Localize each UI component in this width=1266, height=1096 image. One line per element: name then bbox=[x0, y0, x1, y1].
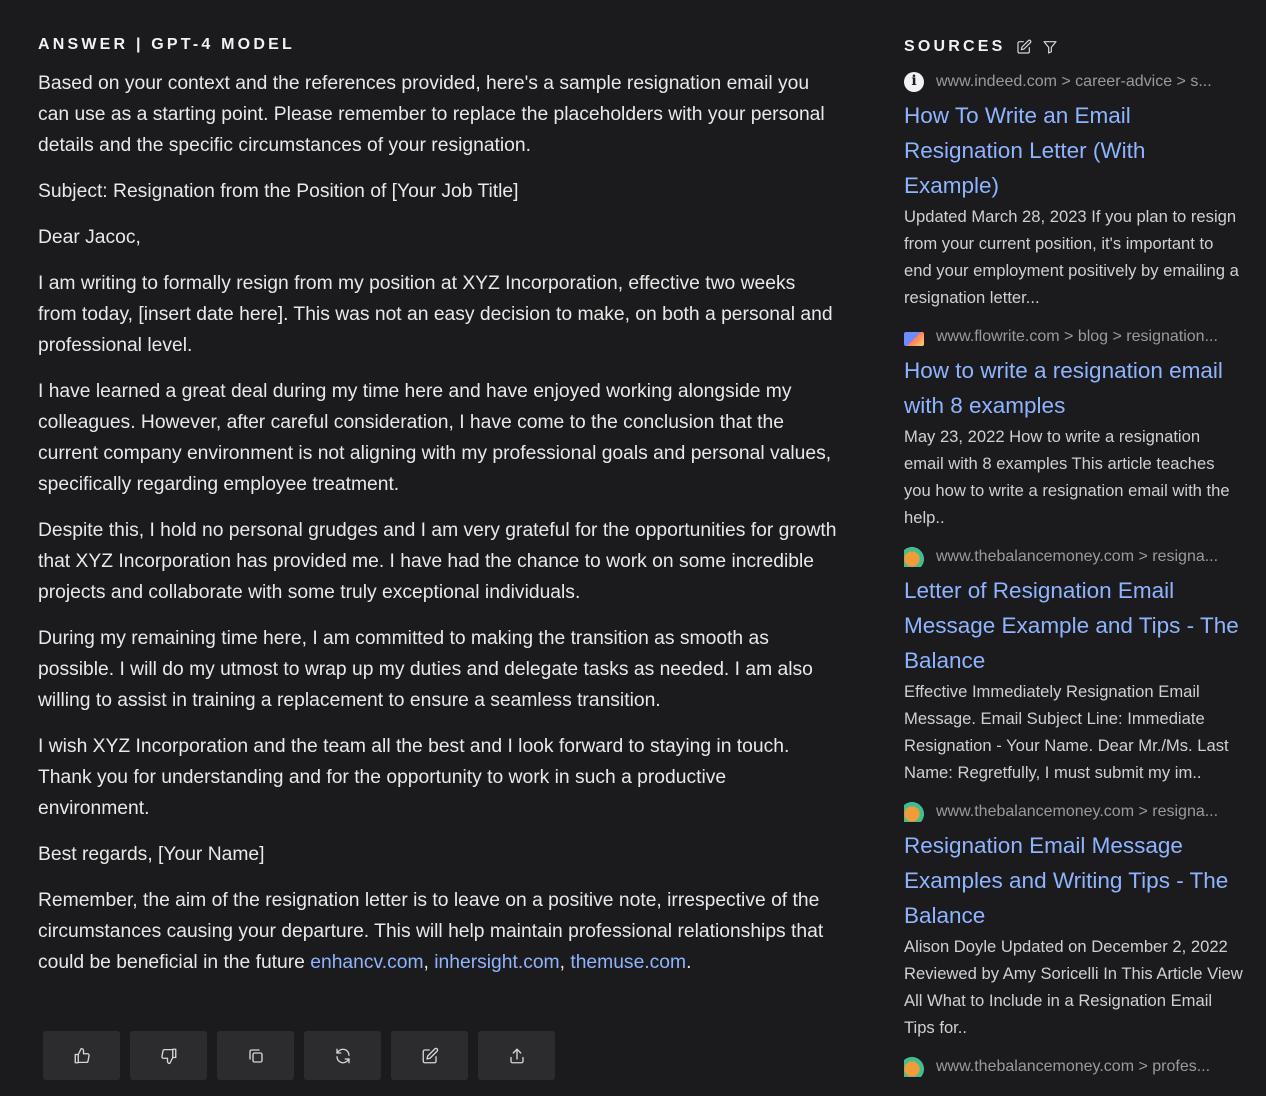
source-item bbox=[904, 1055, 1244, 1079]
separator: , bbox=[423, 952, 435, 973]
edit-button[interactable] bbox=[391, 1031, 468, 1080]
filter-icon[interactable] bbox=[1042, 39, 1058, 55]
answer-panel bbox=[38, 30, 838, 993]
share-icon bbox=[508, 1047, 526, 1065]
source-url-row bbox=[904, 325, 1244, 349]
thumbs-up-icon bbox=[73, 1047, 91, 1065]
source-url-row bbox=[904, 1055, 1244, 1079]
answer-paragraph: Despite this, I hold no personal grudges and I am very grateful for the opportunities for growth that XYZ Incorporation has provided me. I have had the chance to work on some incredible projects and collaborate with some truly exceptional individuals. bbox=[38, 520, 837, 603]
source-snippet: Alison Doyle Updated on December 2, 2022 Reviewed by Amy Soricelli In This Article View All What to Include in a Resignation Email Tips for.. bbox=[904, 937, 1243, 1037]
answer-closing-paragraph bbox=[38, 885, 838, 978]
answer-paragraph: Subject: Resignation from the Position of [Your Job Title] bbox=[38, 181, 519, 202]
balance-icon bbox=[904, 547, 924, 567]
balance-icon bbox=[904, 802, 924, 822]
source-url: www.indeed.com > career-advice > s... bbox=[936, 73, 1212, 90]
answer-heading: ANSWER | GPT-4 MODEL bbox=[38, 36, 295, 53]
source-url-row bbox=[904, 800, 1244, 824]
answer-paragraph: I wish XYZ Incorporation and the team all the best and I look forward to staying in touch. Thank you for understanding and for the opportunity to work in such a productive environment. bbox=[38, 736, 790, 819]
sources-panel bbox=[904, 34, 1244, 1093]
answer-paragraph: I am writing to formally resign from my position at XYZ Incorporation, effective two weeks from today, [insert date here]. This was not an easy decision to make, on both a personal and professional level. bbox=[38, 273, 833, 356]
answer-paragraph: Based on your context and the references provided, here's a sample resignation email you can use as a starting point. Please remember to replace the placeholders with your personal details and the specific circumstances of your resignation. bbox=[38, 73, 825, 156]
sources-header bbox=[904, 38, 1244, 56]
source-title-link[interactable]: Letter of Resignation Email Message Example and Tips - The Balance bbox=[904, 578, 1239, 673]
copy-icon bbox=[247, 1047, 265, 1065]
source-item bbox=[904, 325, 1244, 531]
source-item bbox=[904, 70, 1244, 311]
source-url: www.thebalancemoney.com > resigna... bbox=[936, 548, 1219, 565]
closing-text: Remember, the aim of the resignation letter is to leave on a positive note, irrespective of the circumstances causing your departure. This will help maintain professional relationships that could be beneficial in the future bbox=[38, 890, 824, 973]
answer-paragraph: Dear Jacoc, bbox=[38, 227, 141, 248]
link-enhancv[interactable]: enhancv.com bbox=[310, 952, 424, 973]
source-url-row bbox=[904, 545, 1244, 569]
source-title-link[interactable]: How to write a resignation email with 8 examples bbox=[904, 358, 1223, 418]
refresh-icon bbox=[334, 1047, 352, 1065]
source-snippet: May 23, 2022 How to write a resignation email with 8 examples This article teaches you how to write a resignation email with the help.. bbox=[904, 427, 1230, 527]
source-snippet: Effective Immediately Resignation Email Message. Email Subject Line: Immediate Resignation - Your Name. Dear Mr./Ms. Last Name: Regretfully, I must submit my im.. bbox=[904, 682, 1229, 782]
period: . bbox=[686, 952, 692, 973]
link-inhersight[interactable]: inhersight.com bbox=[434, 952, 560, 973]
thumbs-down-icon bbox=[160, 1047, 178, 1065]
regenerate-button[interactable] bbox=[304, 1031, 381, 1080]
balance-icon bbox=[904, 1057, 924, 1077]
edit-sources-icon[interactable] bbox=[1016, 39, 1032, 55]
copy-button[interactable] bbox=[217, 1031, 294, 1080]
sources-heading: SOURCES bbox=[904, 38, 1006, 55]
link-themuse[interactable]: themuse.com bbox=[570, 952, 687, 973]
source-snippet: Updated March 28, 2023 If you plan to resign from your current position, it's important to end your employment positively by emailing a resignation letter... bbox=[904, 207, 1239, 307]
separator: , bbox=[559, 952, 565, 973]
answer-paragraph: During my remaining time here, I am committed to making the transition as smooth as possible. I will do my utmost to wrap up my duties and delegate tasks as needed. I am also willing to assist in training a replacement to ensure a seamless transition. bbox=[38, 628, 813, 711]
source-url: www.thebalancemoney.com > resigna... bbox=[936, 803, 1219, 820]
source-item bbox=[904, 545, 1244, 786]
source-url: www.thebalancemoney.com > profes... bbox=[936, 1058, 1211, 1075]
source-title-link[interactable]: Resignation Email Message Examples and Writing Tips - The Balance bbox=[904, 833, 1229, 928]
flowrite-icon bbox=[904, 332, 924, 346]
answer-actions bbox=[43, 1031, 555, 1080]
share-button[interactable] bbox=[478, 1031, 555, 1080]
source-title-link[interactable]: How To Write an Email Resignation Letter (With Example) bbox=[904, 103, 1146, 198]
source-item bbox=[904, 800, 1244, 1041]
source-url: www.flowrite.com > blog > resignation... bbox=[936, 328, 1218, 345]
thumbs-down-button[interactable] bbox=[130, 1031, 207, 1080]
answer-paragraph: Best regards, [Your Name] bbox=[38, 844, 265, 865]
thumbs-up-button[interactable] bbox=[43, 1031, 120, 1080]
source-url-row bbox=[904, 70, 1244, 94]
edit-icon bbox=[421, 1047, 439, 1065]
answer-paragraph: I have learned a great deal during my time here and have enjoyed working alongside my colleagues. However, after careful consideration, I have come to the conclusion that the current company environment is not aligning with my professional goals and personal values, specifically regarding employee treatment. bbox=[38, 381, 832, 495]
info-icon bbox=[904, 72, 924, 92]
